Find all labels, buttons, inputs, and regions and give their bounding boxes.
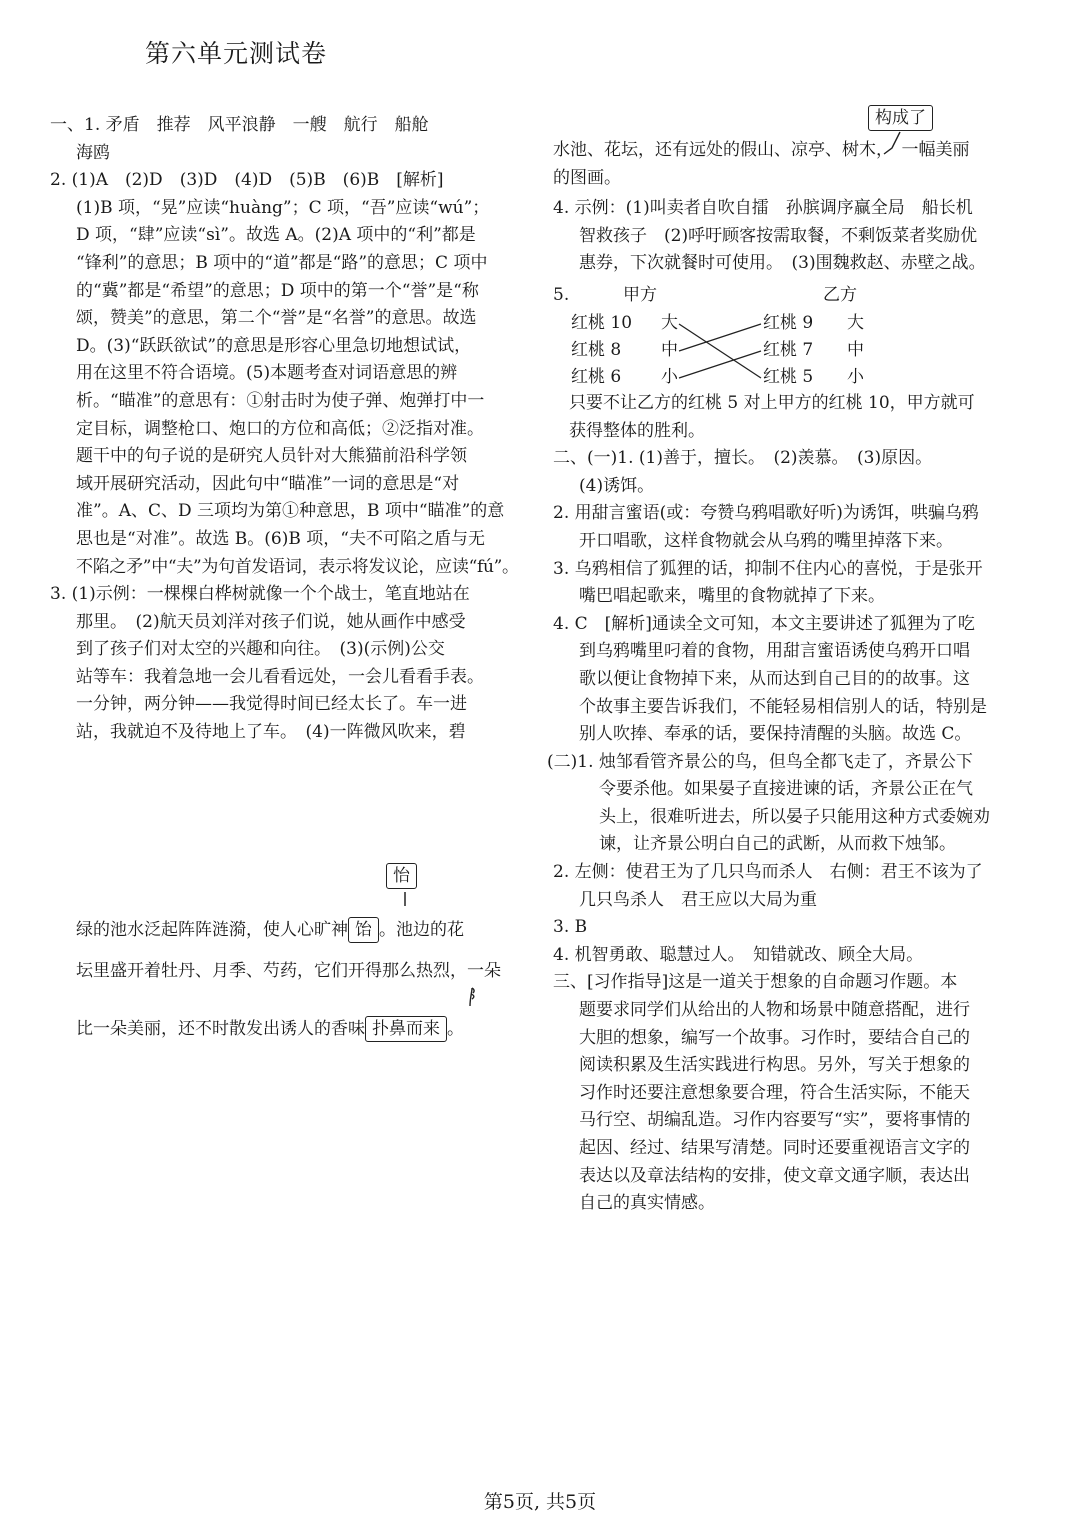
answer-line: 别人吹捧、奉承的话，要保持清醒的头脑。故选 C。 [579, 724, 972, 745]
answer-line: 令要杀他。如果晏子直接进谏的话，齐景公正在气 [599, 779, 973, 800]
card-b: 红桃 9 [763, 312, 814, 333]
answer-line: 一分钟，两分钟——我觉得时间已经太长了。车一进 [76, 694, 467, 715]
card-b: 红桃 7 [763, 339, 814, 360]
answer-line: 个故事主要告诉我们，不能轻易相信别人的话，特别是 [579, 696, 987, 717]
answer-line: 3. 乌鸦相信了狐狸的话，抑制不住内心的喜悦，于是张开 [553, 558, 983, 579]
answer-line: 马行空、胡编乱造。习作内容要写“实”，要将事情的 [579, 1110, 971, 1131]
answer-line: 习作时还要注意想象要合理，符合生活实际，不能天 [579, 1082, 970, 1103]
answer-line: 2. 用甜言蜜语(或：夸赞乌鸦唱歌好听)为诱饵，哄骗乌鸦 [553, 503, 979, 524]
answer-line: “锋利”的意思；B 项中的“道”都是“路”的意思；C 项中 [76, 252, 488, 273]
size-a: 小 [661, 366, 678, 387]
answer-line: 用在这里不符合语境。(5)本题考查对词语意思的辨 [76, 363, 458, 384]
answer-line: 的图画。 [553, 167, 621, 188]
card-a: 红桃 8 [571, 339, 622, 360]
left-column [50, 112, 520, 747]
answer-line: 不陷之矛”中“夫”为句首发语词，表示将发议论，应读“fú”。 [76, 556, 519, 577]
insertion-box: 扑鼻而来 [365, 1016, 447, 1042]
matching-diagram [553, 282, 978, 390]
right-column [547, 137, 990, 1218]
answer-line: 获得整体的胜利。 [569, 420, 705, 441]
answer-line: 一、1. 矛盾 推荐 风平浪静 一艘 航行 船舱 [50, 115, 429, 135]
answer-line: 题干中的句子说的是研究人员针对大熊猫前沿科学领 [76, 446, 467, 467]
page-title: 第六单元测试卷 [145, 39, 328, 68]
column-header-a: 甲方 [623, 284, 657, 305]
answer-line: 水池、花坛，还有远处的假山、凉亭、树木， 一幅美丽 [553, 140, 970, 160]
answer-line: 几只鸟杀人 君王应以大局为重 [579, 889, 817, 910]
size-a: 大 [661, 312, 678, 333]
answer-line: 4. C [解析]通读全文可知，本文主要讲述了狐狸为了吃 [553, 613, 975, 634]
answer-line: (4)诱饵。 [579, 475, 655, 496]
answer-line: 三、[习作指导]这是一道关于想象的自命题习作题。本 [553, 972, 958, 993]
matching-lines [553, 282, 853, 390]
correction-box-wrong: 饴 [348, 917, 379, 943]
card-b: 红桃 5 [763, 366, 814, 387]
question-number: 5. [553, 284, 570, 305]
answer-line: 颂，赞美”的意思，第二个“誉”是“名誉”的意思。故选 [76, 308, 477, 329]
answer-line: 海鸥 [76, 142, 110, 163]
answer-line: 只要不让乙方的红桃 5 对上甲方的红桃 10，甲方就可 [569, 392, 975, 413]
answer-line: 站等车：我着急地一会儿看看远处，一会儿看看手表。 [76, 666, 484, 687]
answer-line: 开口唱歌，这样食物就会从乌鸦的嘴里掉落下来。 [579, 530, 953, 551]
insertion-mark [466, 986, 480, 1008]
answer-line: 大胆的想象，编写一个故事。习作时，要结合自己的 [579, 1027, 970, 1048]
correction-connector [404, 892, 406, 906]
answer-line: 表达以及章法结构的安排，使文章文通字顺，表达出 [579, 1165, 970, 1186]
size-b: 大 [847, 312, 864, 333]
match-line [679, 324, 761, 378]
answer-line: 谏，让齐景公明白自己的武断，从而救下烛邹。 [599, 834, 956, 855]
answer-line: 域开展研究活动，因此句中“瞄准”一词的意思是“对 [76, 473, 460, 494]
column-header-b: 乙方 [823, 284, 857, 305]
answer-line: 歌以便让食物掉下来，从而达到自己目的的故事。这 [579, 668, 970, 689]
answer-line: (二)1. 烛邹看管齐景公的鸟，但鸟全都飞走了，齐景公下 [547, 751, 973, 772]
answer-line: 题要求同学们从给出的人物和场景中随意搭配，进行 [579, 1000, 970, 1021]
size-b: 小 [847, 366, 864, 387]
answer-line: 3. B [553, 917, 588, 938]
answer-line-inserted: 比一朵美丽，还不时散发出诱人的香味 扑鼻而来 。 [76, 1014, 464, 1042]
answer-line: 起因、经过、结果写清楚。同时还要重视语言文字的 [579, 1138, 970, 1158]
answer-line: 到乌鸦嘴里叼着的食物，用甜言蜜语诱使乌鸦开口唱 [579, 641, 970, 662]
answer-line: 智救孩子 (2)呼吁顾客按需取餐，不剩饭菜者奖励优 [579, 225, 978, 246]
answer-line: 站，我就迫不及待地上了车。 (4)一阵微风吹来，碧 [76, 722, 466, 743]
page-footer: 第5页, 共5页 [483, 1491, 597, 1513]
answer-line: 阅读积累及生活实践进行构思。另外，写关于想象的 [579, 1055, 970, 1076]
answer-line: 的“冀”都是“希望”的意思；D 项中的第一个“誉”是“称 [76, 280, 479, 301]
card-a: 红桃 10 [571, 312, 633, 333]
size-b: 中 [847, 339, 864, 360]
answer-line: 二、(一)1. (1)善于，擅长。 (2)羡慕。 (3)原因。 [553, 448, 933, 469]
answer-line: 定目标，调整枪口、炮口的方位和高低；②泛指对准。 [76, 418, 484, 439]
answer-line: 2. 左侧：使君王为了几只鸟而杀人 右侧：君王不该为了 [553, 862, 983, 883]
size-a: 中 [661, 339, 678, 360]
answer-line: 自己的真实情感。 [579, 1193, 715, 1214]
answer-line: 嘴巴唱起歌来，嘴里的食物就掉了下来。 [579, 586, 885, 607]
answer-line: D 项，“肆”应读“sì”。故选 A。(2)A 项中的“利”都是 [76, 225, 476, 246]
answer-line: 4. 示例：(1)叫卖者自吹自擂 孙膑调序赢全局 船长机 [553, 198, 973, 219]
answer-line: (1)B 项，“晃”应读“huàng”；C 项，“吾”应读“wú”； [76, 197, 490, 218]
answer-line: 析。“瞄准”的意思有：①射击时为使子弹、炮弹打中一 [76, 390, 485, 411]
insertion-box-right: 构成了 [868, 105, 933, 131]
answer-line: D。(3)“跃跃欲试”的意思是形容心里急切地想试试， [76, 335, 472, 356]
answer-line: 坛里盛开着牡丹、月季、芍药，它们开得那么热烈，一朵 [76, 961, 501, 981]
answer-line: 4. 机智勇敢、聪慧过人。 知错就改、顾全大局。 [553, 944, 924, 965]
answer-line: 2. (1)A (2)D (3)D (4)D (5)B (6)B [解析] [50, 170, 444, 191]
answer-line: 准”。A、C、D 三项均为第①种意思，B 项中“瞄准”的意 [76, 501, 505, 522]
answer-line: 惠券，下次就餐时可使用。 (3)围魏救赵、赤壁之战。 [579, 253, 986, 274]
answer-line: 到了孩子们对太空的兴趣和向往。 (3)(示例)公交 [76, 639, 445, 660]
card-a: 红桃 6 [571, 366, 622, 387]
answer-line: 那里。 (2)航天员刘洋对孩子们说，她从画作中感受 [76, 611, 466, 632]
answer-line: 3. (1)示例：一棵棵白桦树就像一个个战士，笔直地站在 [50, 584, 470, 605]
answer-line: 思也是“对准”。故选 B。(6)B 项，“夫不可陷之盾与无 [76, 528, 485, 549]
match-line [679, 351, 761, 378]
answer-line: 头上，很难听进去，所以晏子只能用这种方式委婉劝 [599, 806, 990, 827]
correction-box-correct: 怡 [386, 863, 417, 889]
match-line [679, 324, 761, 351]
answer-line-corrected: 绿的池水泛起阵阵涟漪，使人心旷神 饴 。池边的花 [76, 915, 464, 943]
